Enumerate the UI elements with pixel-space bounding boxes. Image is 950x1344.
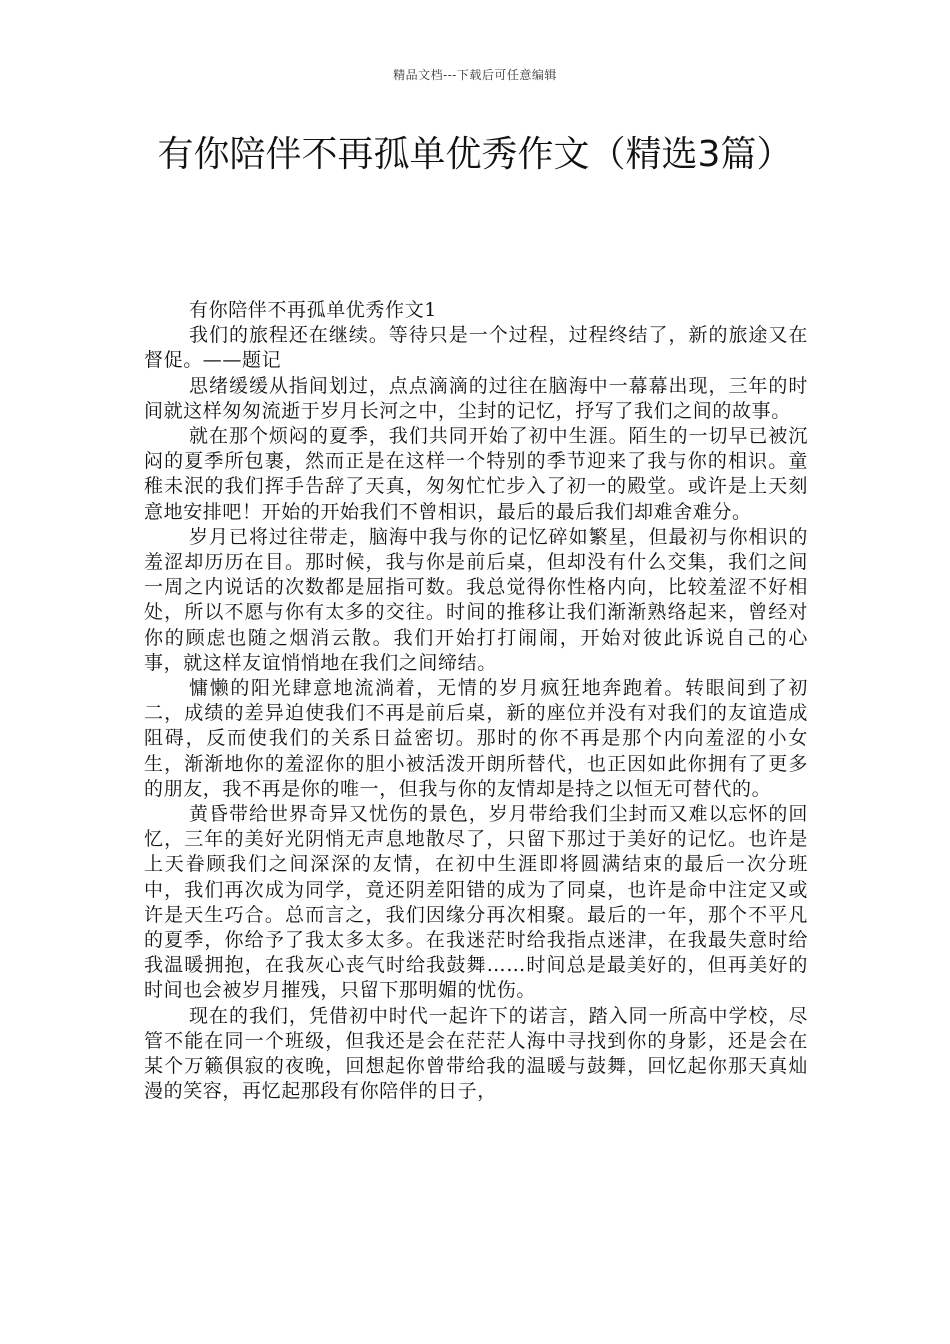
paragraph: 就在那个烦闷的夏季，我们共同开始了初中生涯。陌生的一切早已被沉闷的夏季所包裹，然而正是在这样一个特别的季节迎来了我与你的相识。童稚未泯的我们挥手告辞了天真，匆匆忙忙步入了初一的殿堂。或许是上天刻意地安排吧！开始的开始我们不曾相识，最后的最后我们却难舍难分。 <box>144 425 808 523</box>
paragraph: 慵懒的阳光肆意地流淌着，无情的岁月疯狂地奔跑着。转眼间到了初二，成绩的差异迫使我们不再是前后桌，新的座位并没有对我们的友谊造成阻碍，反而使我们的关系日益密切。那时的你不再是那个内向羞涩的小女生，渐渐地你的羞涩你的胆小被活泼开朗所替代，也正因如此你拥有了更多的朋友，我不再是你的唯一，但我与你的友情却是持之以恒无可替代的。 <box>144 677 808 800</box>
paragraph: 我们的旅程还在继续。等待只是一个过程，过程终结了，新的旅途又在督促。——题记 <box>144 324 808 372</box>
section-heading: 有你陪伴不再孤单优秀作文1 <box>189 299 437 321</box>
header-note: 精品文档---下载后可任意编辑 <box>393 68 557 82</box>
document-title: 有你陪伴不再孤单优秀作文（精选3篇） <box>157 134 793 175</box>
paragraph: 黄昏带给世界奇异又忧伤的景色，岁月带给我们尘封而又难以忘怀的回忆，三年的美好光阴悄无声息地散尽了，只留下那过于美好的记忆。也许是上天眷顾我们之间深深的友情，在初中生涯即将圆满结束的最后一次分班中，我们再次成为同学，竟还阴差阳错的成为了同桌，也许是命中注定又或许是天生巧合。总而言之，我们因缘分再次相聚。最后的一年，那个不平凡的夏季，你给予了我太多太多。在我迷茫时给我指点迷津，在我最失意时给我温暖拥抱，在我灰心丧气时给我鼓舞……时间总是最美好的，但再美好的时间也会被岁月摧残，只留下那明媚的忧伤。 <box>144 803 808 1002</box>
article-body <box>144 298 808 1105</box>
paragraph: 现在的我们，凭借初中时代一起许下的诺言，踏入同一所高中学校，尽管不能在同一个班级，但我还是会在茫茫人海中寻找到你的身影，还是会在某个万籁俱寂的夜晚，回想起你曾带给我的温暖与鼓舞，回忆起你那天真灿漫的笑容，再忆起那段有你陪伴的日子， <box>144 1004 808 1103</box>
paragraph: 岁月已将过往带走，脑海中我与你的记忆碎如繁星，但最初与你相识的羞涩却历历在目。那时候，我与你是前后桌，但却没有什么交集，我们之间一周之内说话的次数都是屈指可数。我总觉得你性格内向，比较羞涩不好相处，所以不愿与你有太多的交往。时间的推移让我们渐渐熟络起来，曾经对你的顾虑也随之烟消云散。我们开始打打闹闹，开始对彼此诉说自己的心事，就这样友谊悄悄地在我们之间缔结。 <box>144 525 808 674</box>
paragraph: 思绪缓缓从指间划过，点点滴滴的过往在脑海中一幕幕出现，三年的时间就这样匆匆流逝于岁月长河之中，尘封的记忆，抒写了我们之间的故事。 <box>144 374 808 422</box>
